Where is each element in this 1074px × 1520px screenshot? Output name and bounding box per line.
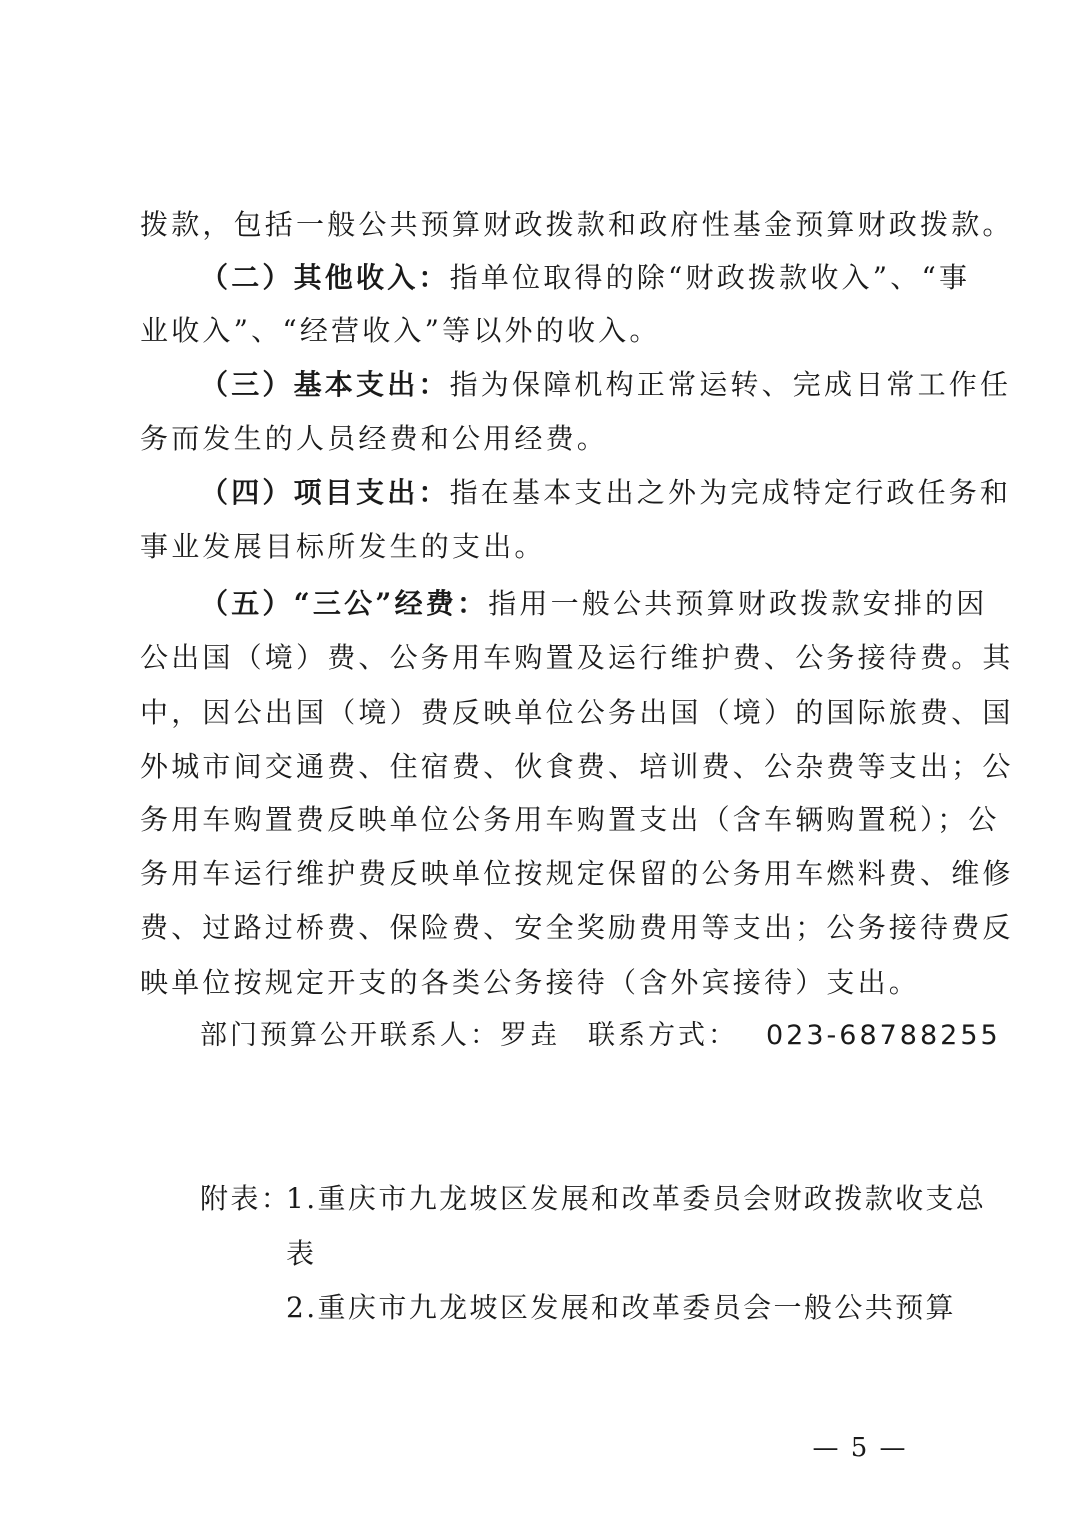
paragraph-line: 务用车购置费反映单位公务用车购置支出（含车辆购置税）；公 [140,803,1000,836]
page-number: — 5 — [812,1433,908,1463]
paragraph-line: 拨款，包括一般公共预算财政拨款和政府性基金预算财政拨款。 [140,208,1014,241]
definition-basic-expenditure [200,357,1012,413]
definition-term: （三）基本支出： [200,368,450,401]
definition-term: （四）项目支出： [200,476,450,509]
paragraph-line: 外城市间交通费、住宿费、伙食费、培训费、公杂费等支出；公 [140,750,1014,783]
paragraph-line: 费、过路过桥费、保险费、安全奖励费用等支出；公务接待费反 [140,911,1014,944]
paragraph-line: 务用车运行维护费反映单位按规定保留的公务用车燃料费、维修 [140,857,1014,890]
paragraph-line: 中，因公出国（境）费反映单位公务出国（境）的国际旅费、国 [140,696,1014,729]
definition-term: （五）“三公”经费： [200,587,489,620]
paragraph-line: 公出国（境）费、公务用车购置及运行维护费、公务接待费。其 [140,641,1014,674]
annex-item-1: 1.重庆市九龙坡区发展和改革委员会财政拨款收支总 [286,1182,987,1215]
paragraph-line: 务而发生的人员经费和公用经费。 [140,422,609,455]
contact-person: 部门预算公开联系人：罗垚 [200,1020,560,1051]
definition-term: （二）其他收入： [200,261,450,294]
annex-item-2: 2.重庆市九龙坡区发展和改革委员会一般公共预算 [286,1291,956,1324]
contact-method-label: 联系方式： [588,1020,738,1051]
paragraph-line: 业收入”、“经营收入”等以外的收入。 [140,314,661,347]
definition-three-public-expenses [200,576,988,632]
annex-item-1-continuation: 表 [286,1237,317,1270]
contact-phone: 023-68788255 [766,1020,1001,1051]
definition-text: 指在基本支出之外为完成特定行政任务和 [449,476,1012,509]
annex-label: 附表： [200,1182,292,1215]
definition-project-expenditure [200,465,1012,521]
paragraph-line: 事业发展目标所发生的支出。 [140,530,546,563]
definition-other-income [200,250,971,306]
definition-text: 指单位取得的除“财政拨款收入”、“事 [449,261,971,294]
definition-text: 指为保障机构正常运转、完成日常工作任 [449,368,1012,401]
paragraph-line: 映单位按规定开支的各类公务接待（含外宾接待）支出。 [140,966,921,999]
contact-info [200,1008,1001,1064]
definition-text: 指用一般公共预算财政拨款安排的因 [488,587,988,620]
